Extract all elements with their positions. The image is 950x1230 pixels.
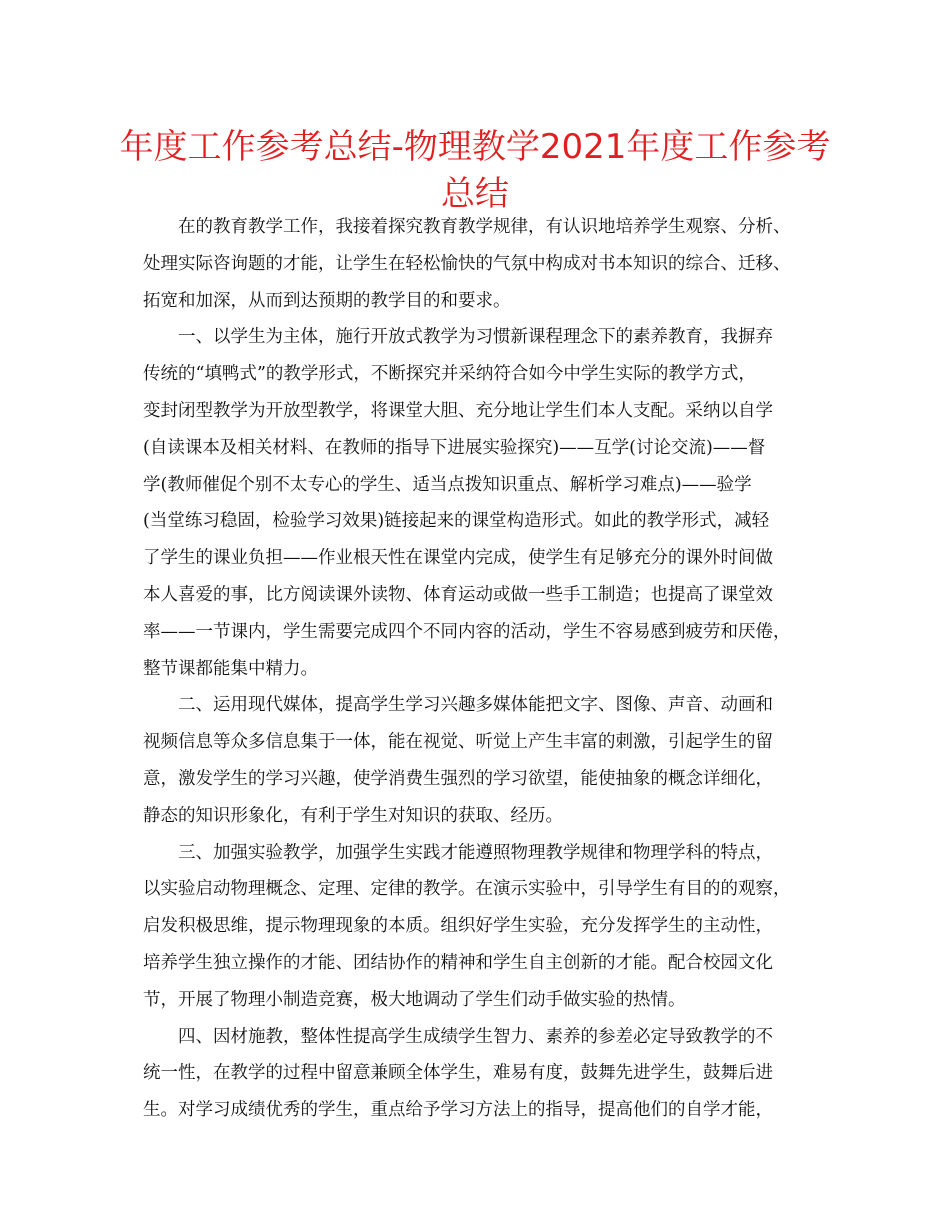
paragraph-line: 二、运用现代媒体，提高学生学习兴趣多媒体能把文字、图像、声音、动画和	[178, 695, 773, 716]
paragraph-2	[143, 319, 831, 687]
paragraph-line: 拓宽和加深，从而到达预期的教学目的和要求。	[143, 290, 511, 311]
paragraph-line: 培养学生独立操作的才能、团结协作的精神和学生自主创新的才能。配合校园文化	[143, 952, 773, 973]
paragraph-line: 本人喜爱的事，比方阅读课外读物、体育运动或做一些手工制造；也提高了课堂效	[143, 584, 773, 605]
paragraph-5	[143, 1019, 831, 1129]
paragraph-3	[143, 687, 831, 834]
paragraph-line: 了学生的课业负担——作业根天性在课堂内完成，使学生有足够充分的课外时间做	[143, 548, 773, 569]
paragraph-1	[143, 209, 831, 319]
paragraph-line: 一、以学生为主体，施行开放式教学为习惯新课程理念下的素养教育，我摒弃	[178, 327, 773, 348]
document-title-line-1: 年度工作参考总结-物理教学2021年度工作参考	[119, 127, 831, 167]
document-title-line-2: 总结	[441, 174, 509, 214]
paragraph-line: 率——一节课内，学生需要完成四个不同内容的活动，学生不容易感到疲劳和厌倦，	[143, 621, 791, 642]
document-body	[143, 209, 831, 1129]
paragraph-line: 统一性，在教学的过程中留意兼顾全体学生，难易有度，鼓舞先进学生，鼓舞后进	[143, 1063, 773, 1084]
paragraph-line: 三、加强实验教学，加强学生实践才能遵照物理教学规律和物理学科的特点，	[178, 842, 773, 863]
paragraph-line: 以实验启动物理概念、定理、定律的教学。在演示实验中，引导学生有目的的观察，	[143, 879, 791, 900]
paragraph-line: 生。对学习成绩优秀的学生，重点给予学习方法上的指导，提高他们的自学才能，	[143, 1100, 773, 1121]
paragraph-line: 视频信息等众多信息集于一体，能在视觉、听觉上产生丰富的刺激，引起学生的留	[143, 732, 773, 753]
paragraph-line: 学(教师催促个别不太专心的学生、适当点拨知识重点、解析学习难点)——验学	[143, 474, 752, 495]
paragraph-line: (当堂练习稳固，检验学习效果)链接起来的课堂构造形式。如此的教学形式，减轻	[143, 511, 770, 532]
paragraph-line: 变封闭型教学为开放型教学，将课堂大胆、充分地让学生们本人支配。采纳以自学	[143, 400, 773, 421]
paragraph-line: 启发积极思维，提示物理现象的本质。组织好学生实验，充分发挥学生的主动性，	[143, 916, 773, 937]
paragraph-line: 静态的知识形象化，有利于学生对知识的获取、经历。	[143, 805, 563, 826]
paragraph-4	[143, 835, 831, 1019]
paragraph-line: (自读课本及相关材料、在教师的指导下进展实验探究)——互学(讨论交流)——督	[143, 437, 766, 458]
paragraph-line: 四、因材施教，整体性提高学生成绩学生智力、素养的参差必定导致教学的不	[178, 1026, 773, 1047]
paragraph-line: 处理实际咨询题的才能，让学生在轻松愉快的气氛中构成对书本知识的综合、迁移、	[143, 253, 791, 274]
paragraph-line: 节，开展了物理小制造竞赛，极大地调动了学生们动手做实验的热情。	[143, 989, 686, 1010]
paragraph-line: 意，激发学生的学习兴趣，使学消费生强烈的学习欲望，能使抽象的概念详细化，	[143, 768, 773, 789]
paragraph-line: 传统的“填鸭式”的教学形式，不断探究并采纳符合如今中学生实际的教学方式，	[143, 364, 756, 385]
paragraph-line: 整节课都能集中精力。	[143, 658, 318, 679]
paragraph-line: 在的教育教学工作，我接着探究教育教学规律，有认识地培养学生观察、分析、	[178, 217, 791, 237]
